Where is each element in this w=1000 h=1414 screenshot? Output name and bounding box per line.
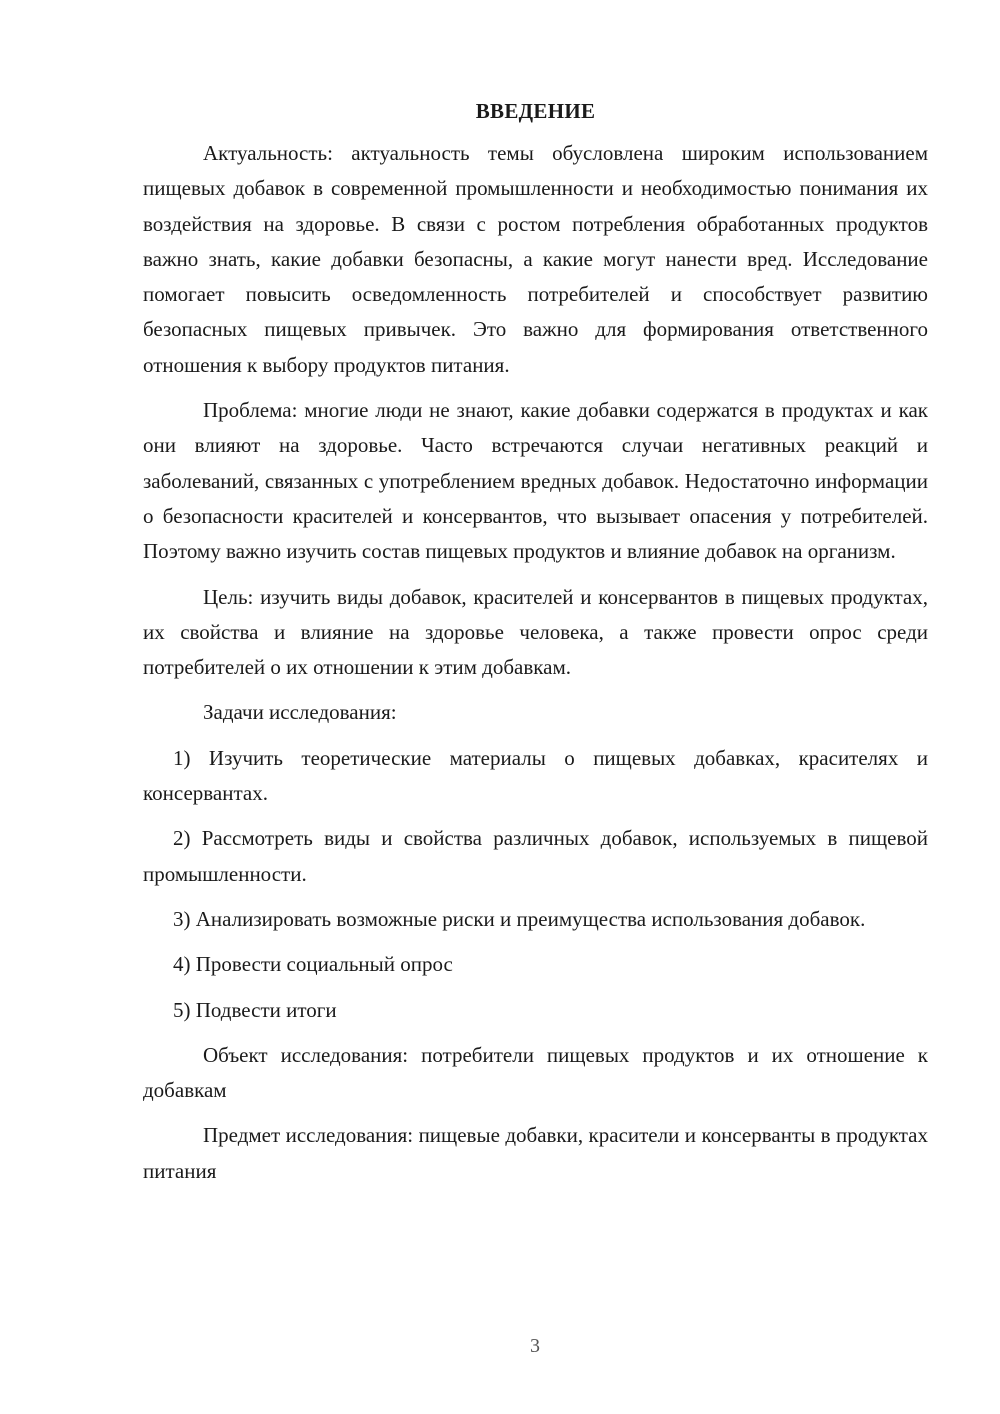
list-item: 5) Подвести итоги [173, 997, 337, 1022]
section-title: ВВЕДЕНИЕ [475, 99, 596, 123]
list-item: 2) Рассмотреть виды и свойства различных добавок, используемых в пищевой промышленности. [143, 826, 928, 886]
tasks-list [143, 741, 928, 1028]
document-page [143, 96, 928, 1199]
list-item: 3) Анализировать возможные риски и преимущества использования добавок. [173, 906, 866, 931]
page-number: 3 [530, 1335, 540, 1357]
subject-paragraph: Предмет исследования: пищевые добавки, красители и консерванты в продуктах питания [143, 1123, 928, 1183]
problem-paragraph: Проблема: многие люди не знают, какие добавки содержатся в продуктах и как они влияют на здоровье. Часто встречаются случаи негативных реакций и заболеваний, связанных с употреблением вредных добавок. Недостаточно информации о безопасности красителей и консервантов, что вызывает опасения у потребителей. Поэтому важно изучить состав пищевых продуктов и влияние добавок на организм. [143, 398, 928, 564]
tasks-heading: Задачи исследования: [203, 700, 397, 725]
list-item: 1) Изучить теоретические материалы о пищевых добавках, красителях и консервантах. [143, 745, 928, 806]
goal-paragraph: Цель: изучить виды добавок, красителей и консервантов в пищевых продуктах, их свойства и влияние на здоровье человека, а также провести опрос среди потребителей о их отношении к этим добавкам. [143, 584, 928, 680]
list-item: 4) Провести социальный опрос [173, 952, 453, 977]
relevance-paragraph: Актуальность: актуальность темы обусловлена широким использованием пищевых добавок в современной промышленности и необходимостью понимания их воздействия на здоровье. В связи с ростом потребления обработанных продуктов важно знать, какие добавки безопасны, а какие могут нанести вред. Исследование помогает повысить осведомленность потребителей и способствует развитию безопасных пищевых привычек. Это важно для формирования ответственного отношения к выбору продуктов питания. [143, 141, 928, 377]
object-paragraph: Объект исследования: потребители пищевых продуктов и их отношение к добавкам [143, 1042, 928, 1103]
